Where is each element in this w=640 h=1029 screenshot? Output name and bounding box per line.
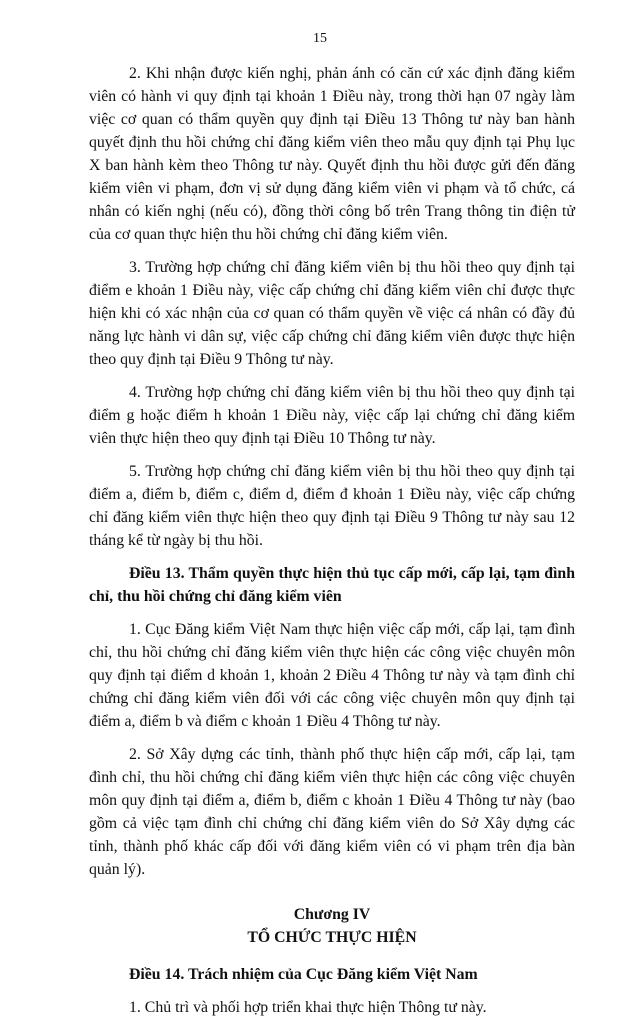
paragraph-clause-5: 5. Trường hợp chứng chỉ đăng kiểm viên bị thu hồi theo quy định tại điểm a, điểm b, điểm c, điểm d, điểm đ khoản 1 Điều này, việc cấp chứng chỉ đăng kiểm viên thực hiện theo quy định tại Điều 9 Thông tư này sau 12 tháng kể từ ngày bị thu hồi. (89, 463, 575, 549)
article-14-clause-1: 1. Chủ trì và phối hợp triển khai thực hiện Thông tư này. (129, 999, 487, 1016)
paragraph-clause-2: 2. Khi nhận được kiến nghị, phản ánh có căn cứ xác định đăng kiểm viên có hành vi quy định tại khoản 1 Điều này, trong thời hạn 07 ngày làm việc cơ quan có thẩm quyền quy định tại Điều 13 Thông tư này ban hành quyết định thu hồi chứng chỉ đăng kiểm viên theo mẫu quy định tại Phụ lục X ban hành kèm theo Thông tư này. Quyết định thu hồi được gửi đến đăng kiểm viên vi phạm, đơn vị sử dụng đăng kiểm viên vi phạm và tổ chức, cá nhân có kiến nghị (nếu có), đồng thời công bố trên Trang thông tin điện tử của cơ quan thực hiện thu hồi chứng chỉ đăng kiểm viên. (89, 65, 575, 243)
article-13-clause-1: 1. Cục Đăng kiểm Việt Nam thực hiện việc cấp mới, cấp lại, tạm đình chỉ, thu hồi chứng chỉ đăng kiểm viên thực hiện các công việc chuyên môn quy định tại điểm d khoản 1, khoản 2 Điều 4 Thông tư này và tạm đình chỉ chứng chỉ đăng kiểm viên đối với các công việc chuyên môn quy định tại điểm a, điểm b và điểm c khoản 1 Điều 4 Thông tư này. (89, 621, 575, 730)
chapter-number: Chương IV (293, 906, 371, 923)
document-body (89, 62, 575, 1029)
paragraph-clause-4: 4. Trường hợp chứng chỉ đăng kiểm viên bị thu hồi theo quy định tại điểm g hoặc điểm h khoản 1 Điều này, việc cấp lại chứng chỉ đăng kiểm viên thực hiện theo quy định tại Điều 10 Thông tư này. (89, 384, 575, 447)
page-number: 15 (313, 31, 327, 46)
article-13-heading: Điều 13. Thẩm quyền thực hiện thủ tục cấp mới, cấp lại, tạm đình chỉ, thu hồi chứng chỉ đăng kiểm viên (89, 565, 575, 605)
chapter-title: TỔ CHỨC THỰC HIỆN (247, 929, 417, 946)
article-14-heading: Điều 14. Trách nhiệm của Cục Đăng kiểm Việt Nam (129, 966, 478, 983)
article-13-clause-2: 2. Sở Xây dựng các tỉnh, thành phố thực hiện cấp mới, cấp lại, tạm đình chỉ, thu hồi chứng chỉ đăng kiểm viên thực hiện các công việc chuyên môn quy định tại điểm a, điểm b, điểm c khoản 1 Điều 4 Thông tư này (bao gồm cả việc tạm đình chỉ chứng chỉ đăng kiểm viên do Sở Xây dựng các tỉnh, thành phố khác cấp đối với đăng kiểm viên có vi phạm trên địa bàn quản lý). (89, 746, 575, 878)
paragraph-clause-3: 3. Trường hợp chứng chỉ đăng kiểm viên bị thu hồi theo quy định tại điểm e khoản 1 Điều này, việc cấp chứng chỉ đăng kiểm viên chỉ được thực hiện khi có xác nhận của cơ quan có thẩm quyền về việc cá nhân có đầy đủ năng lực hành vi dân sự, việc cấp chứng chỉ đăng kiểm viên được thực hiện theo quy định tại Điều 9 Thông tư này. (89, 259, 575, 368)
